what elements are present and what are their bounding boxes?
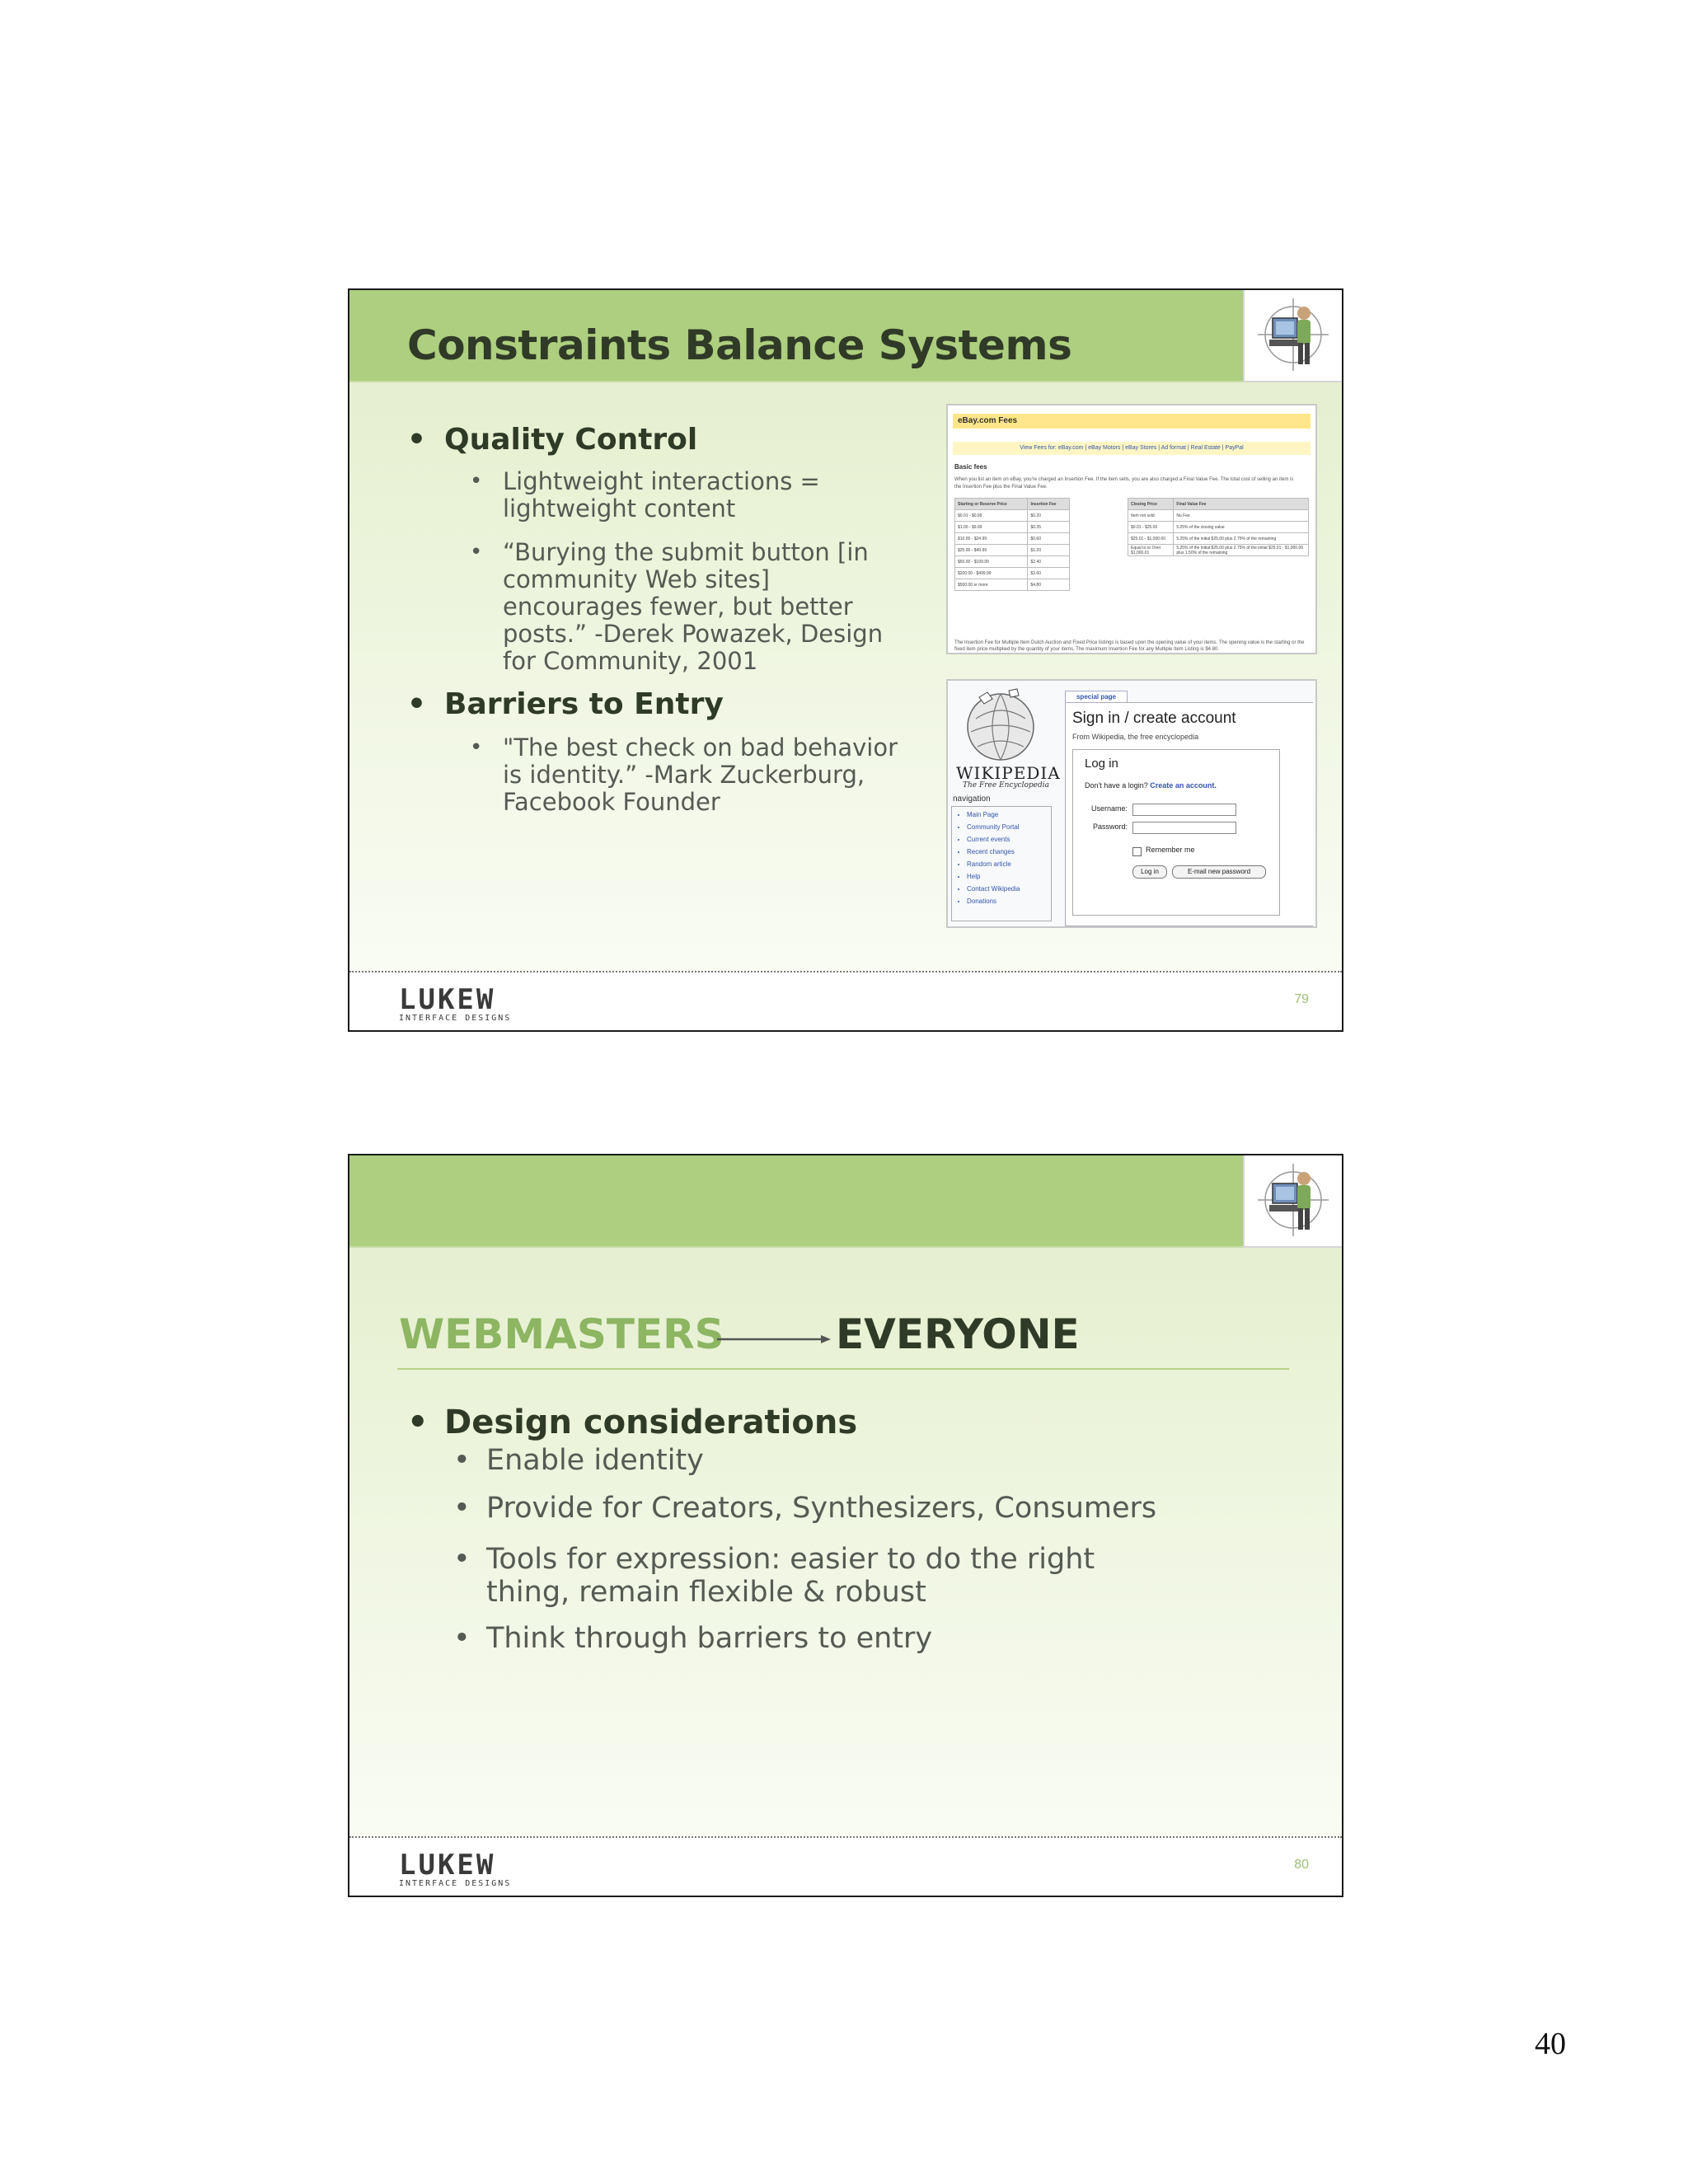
bullet-line: • Tools for expression: easier to do the right: [486, 1543, 1095, 1576]
bullet-line: • “Burying the submit button [in: [503, 538, 869, 566]
wiki-login-box: [1072, 749, 1280, 916]
table-cell: $25.00 - $49.99: [955, 545, 1028, 556]
table-cell: 5.25% of the closing value: [1174, 522, 1309, 533]
wiki-create-account-link[interactable]: Create an account.: [1150, 781, 1217, 790]
logo-box: [1243, 1155, 1342, 1248]
bullet-line: community Web sites]: [503, 565, 770, 593]
wikipedia-login-screenshot: [946, 679, 1317, 928]
table-row: [1128, 510, 1309, 522]
table-cell: $0.20: [1028, 510, 1070, 522]
table-row: [955, 510, 1070, 522]
table-cell: $0.35: [1028, 522, 1070, 533]
sub-bullet-creators: [453, 1492, 1156, 1525]
table-row: [1128, 499, 1309, 510]
arrow-right-icon: [717, 1333, 832, 1345]
table-cell: $500.00 or more: [955, 579, 1028, 591]
sub-bullet-zuckerburg-quote: [470, 734, 898, 816]
slide-footer: [349, 971, 1342, 1030]
table-cell: Item not sold: [1128, 510, 1174, 522]
wiki-heading: Sign in / create account: [1072, 710, 1236, 727]
wiki-password-input[interactable]: [1132, 822, 1236, 834]
table-cell: $0.60: [1028, 533, 1070, 545]
bullet-line: Facebook Founder: [503, 788, 720, 816]
bullet-line: • Provide for Creators, Synthesizers, Consumers: [486, 1492, 1157, 1525]
sub-bullets-quality: [470, 468, 898, 675]
wiki-password-label: Password:: [1092, 823, 1128, 831]
wiki-nav-community-portal[interactable]: • Community Portal: [967, 821, 1051, 833]
wiki-login-question: [1085, 781, 1217, 790]
slide-80: [348, 1154, 1343, 1897]
brand-subtitle: INTERFACE DESIGNS: [399, 1879, 512, 1888]
bullet-design-considerations: • Design considerations: [407, 1403, 1156, 1442]
wiki-remember-checkbox[interactable]: [1132, 847, 1142, 856]
slide-79: [348, 288, 1343, 1032]
wiki-login-heading: Log in: [1085, 757, 1118, 771]
lukew-logo: [399, 983, 512, 1024]
wiki-nav-recent-changes[interactable]: • Recent changes: [967, 846, 1051, 858]
slide-body: [407, 1403, 1156, 1655]
wikipedia-tagline: The Free Encyclopedia: [963, 781, 1049, 790]
sub-bullets-design: [453, 1444, 1156, 1655]
ebay-links: View Fees for: eBay.com | eBay Motors | eBay Stores | Ad format | Real Estate | PayPal: [953, 442, 1311, 455]
wiki-special-page-tab[interactable]: special page: [1065, 691, 1128, 704]
table-row: [1128, 545, 1309, 556]
bullet-barriers-to-entry: • Barriers to Entry: [407, 687, 898, 723]
slide-body: [407, 422, 898, 816]
sub-bullet-lightweight: [470, 468, 898, 523]
table-cell: Final Value Fee: [1174, 499, 1309, 510]
table-cell: Closing Price: [1128, 499, 1174, 510]
table-row: [955, 579, 1070, 591]
table-cell: 5.25% of the initial $25.00 plus 2.75% of the initial $25.01 - $1,000.00 plus 1.50% of the remaining: [1174, 545, 1309, 556]
wiki-from: From Wikipedia, the free encyclopedia: [1072, 733, 1199, 741]
table-cell: $25.01 - $1,000.00: [1128, 533, 1174, 545]
bullet-line: • Think through barriers to entry: [486, 1622, 933, 1655]
table-cell: 5.25% of the initial $25.00 plus 2.75% of the remaining: [1174, 533, 1309, 545]
wiki-username-label: Username:: [1090, 804, 1128, 813]
heading-divider: [397, 1368, 1289, 1370]
sub-bullets-barriers: [470, 734, 898, 816]
ebay-section: Basic fees: [954, 463, 987, 471]
bullet-line: • "The best check on bad behavior: [503, 733, 898, 762]
bullet-line: for Community, 2001: [503, 647, 758, 675]
table-cell: $1.20: [1028, 545, 1070, 556]
wiki-nav-help[interactable]: • Help: [967, 870, 1051, 883]
table-row: [955, 522, 1070, 533]
bullet-line: thing, remain flexible & robust: [486, 1576, 926, 1609]
ebay-note: The Insertion Fee for Multiple Item Dutch Auction and Fixed Price listings is based upon the opening value of your items. The opening value is the starting or the fixed item price multiplied by the quantity of your items. The maximum Insertion Fee for any Multiple Item Listing is $4.80.: [954, 640, 1305, 652]
brand-wordmark: LUKEW: [399, 1849, 496, 1882]
final-value-fee-table: [1128, 498, 1309, 556]
sub-bullet-powazek-quote: [470, 539, 898, 675]
table-row: [955, 568, 1070, 579]
ebay-intro: When you list an item on eBay, you're charged an Insertion Fee. If the item sells, you are also charged a Final Value Fee. The total cost of selling an item is the Insertion Fee plus the Final Value Fee.: [954, 477, 1294, 490]
table-row: [1128, 533, 1309, 545]
insertion-fee-table: [954, 498, 1070, 591]
from-label: WEBMASTERS: [399, 1310, 724, 1358]
wiki-remember-label: Remember me: [1146, 846, 1195, 854]
table-cell: $0.01 - $25.00: [1128, 522, 1174, 533]
ebay-title: eBay.com Fees: [953, 414, 1311, 429]
wiki-content-panel: [1065, 702, 1313, 926]
bullet-line: encourages fewer, but better: [503, 593, 853, 621]
table-cell: No Fee: [1174, 510, 1309, 522]
wiki-nav-donations[interactable]: • Donations: [967, 895, 1051, 907]
table-cell: Equal to or Over $1,000.01: [1128, 545, 1174, 556]
logo-box: [1243, 290, 1342, 382]
bullet-line: posts.” -Derek Powazek, Design: [503, 620, 884, 648]
wiki-username-input[interactable]: [1132, 804, 1236, 816]
brand-subtitle: INTERFACE DESIGNS: [399, 1014, 512, 1023]
wiki-nav-contact[interactable]: • Contact Wikipedia: [967, 883, 1051, 895]
brand-wordmark: LUKEW: [399, 983, 496, 1016]
slide-page-number: 79: [1294, 992, 1309, 1006]
wiki-email-password-button[interactable]: E-mail new password: [1172, 865, 1266, 879]
table-cell: Insertion Fee: [1028, 499, 1070, 510]
wikipedia-globe-icon: [959, 686, 1042, 763]
slide-header: [349, 290, 1245, 382]
wiki-nav-list: [951, 806, 1052, 921]
slide-footer: [349, 1836, 1342, 1896]
bullet-line: is identity.” -Mark Zuckerburg,: [503, 761, 865, 789]
to-label: EVERYONE: [836, 1310, 1080, 1358]
table-cell: $50.00 - $199.99: [955, 556, 1028, 568]
table-cell: $10.00 - $24.99: [955, 533, 1028, 545]
slide-header: [349, 1155, 1245, 1248]
lukew-logo: [399, 1851, 511, 1889]
table-cell: $3.60: [1028, 568, 1070, 579]
webmasters-to-everyone-heading: [399, 1310, 1289, 1360]
table-row: [955, 499, 1070, 510]
bullet-line: • Lightweight interactions =: [503, 467, 820, 495]
wiki-nav-heading: navigation: [953, 794, 991, 804]
table-row: [955, 533, 1070, 545]
table-row: [955, 545, 1070, 556]
bullet-quality-control: • Quality Control: [407, 422, 898, 458]
sub-bullet-enable-identity: [453, 1444, 1156, 1477]
sub-bullet-tools: [453, 1543, 1156, 1609]
slide-title: Constraints Balance Systems: [407, 321, 1072, 369]
document-page-number: 40: [1535, 2027, 1566, 2061]
table-row: [1128, 522, 1309, 533]
wiki-nav-random-article[interactable]: • Random article: [967, 858, 1051, 870]
table-cell: Starting or Reserve Price: [955, 499, 1028, 510]
presenter-computer-icon: [1256, 1162, 1330, 1240]
table-cell: $4.80: [1028, 579, 1070, 591]
wiki-question-text: Don't have a login?: [1085, 781, 1148, 790]
table-cell: $0.01 - $0.99: [955, 510, 1028, 522]
ebay-fees-screenshot: [946, 404, 1317, 654]
slide-page-number: 80: [1294, 1858, 1309, 1872]
wikipedia-wordmark: WIKIPEDIA: [956, 763, 1061, 783]
bullet-line: lightweight content: [503, 494, 736, 523]
presenter-computer-icon: [1256, 297, 1330, 374]
bullet-line: • Enable identity: [486, 1444, 704, 1477]
wiki-nav-main-page[interactable]: • Main Page: [967, 808, 1051, 821]
wiki-login-button[interactable]: Log in: [1132, 865, 1167, 879]
sub-bullet-barriers: [453, 1622, 1156, 1655]
table-cell: $1.00 - $9.99: [955, 522, 1028, 533]
table-cell: $200.00 - $499.99: [955, 568, 1028, 579]
table-row: [955, 556, 1070, 568]
wiki-nav-current-events[interactable]: • Current events: [967, 833, 1051, 846]
table-cell: $2.40: [1028, 556, 1070, 568]
